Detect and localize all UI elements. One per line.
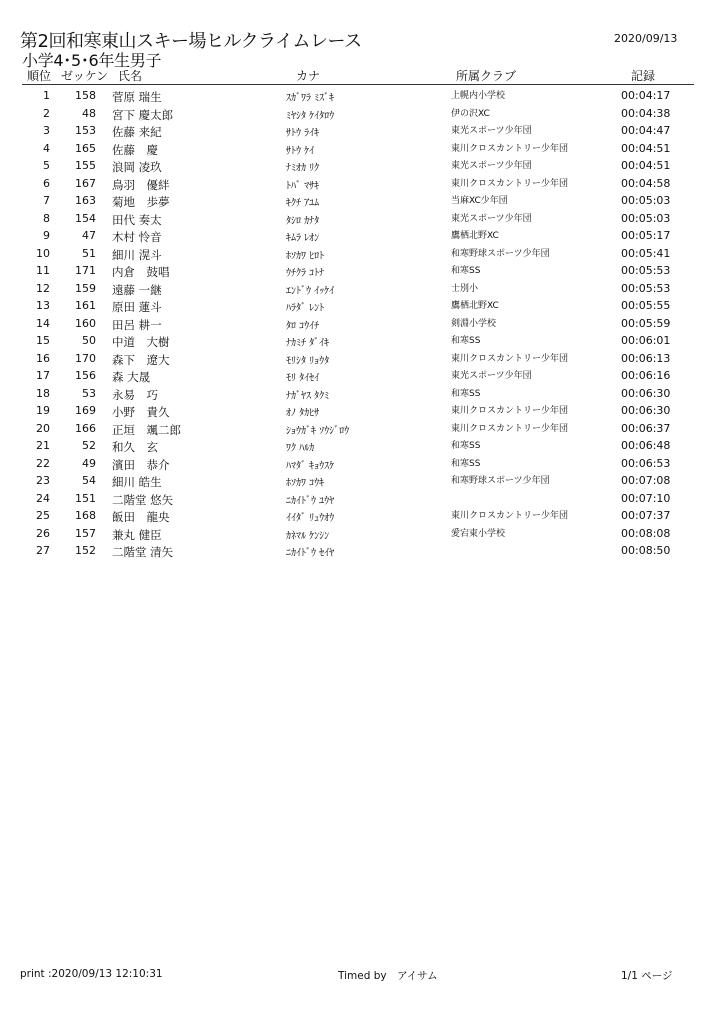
table-row (0, 245, 724, 263)
kana-cell: ﾓﾘｼﾀ ﾘｮｳﾀ (286, 355, 330, 367)
time-cell: 00:06:16 (621, 369, 671, 382)
rank-cell: 19 (36, 404, 50, 417)
bib-cell: 153 (75, 124, 96, 137)
table-header (0, 67, 724, 83)
page-number: 1/1 ページ (621, 970, 673, 982)
kana-cell: ｲｲﾀﾞ ﾘｭｳｵｳ (286, 513, 335, 524)
name-cell: 内倉 鼓唱 (112, 265, 170, 279)
kana-cell: ｽｶﾞﾜﾗ ﾐｽﾞｷ (286, 93, 335, 104)
rank-cell: 23 (36, 474, 50, 487)
time-cell: 00:06:30 (621, 404, 671, 417)
time-cell: 00:08:50 (621, 544, 671, 557)
kana-cell: ｳﾁｸﾗ ｺﾄﾅ (286, 268, 325, 279)
table-row (0, 367, 724, 385)
time-cell: 00:05:59 (621, 316, 671, 330)
kana-cell: ﾀﾛ ｺｳｲﾁ (286, 320, 320, 332)
time-cell: 00:06:30 (621, 386, 671, 400)
club-cell: 東川クロスカントリー少年団 (451, 406, 569, 416)
kana-cell: ﾆｶｲﾄﾞｳ ｾｲﾔ (286, 548, 335, 559)
rank-cell: 16 (36, 351, 50, 365)
name-cell: 田代 奏太 (112, 212, 162, 227)
bib-cell: 47 (82, 229, 96, 242)
bib-cell: 48 (82, 106, 96, 120)
name-cell: 二階堂 悠矢 (112, 492, 174, 507)
time-cell: 00:05:17 (621, 229, 671, 242)
time-cell: 00:06:13 (621, 351, 671, 365)
rank-cell: 4 (43, 141, 50, 155)
rank-cell: 11 (36, 264, 50, 277)
club-cell: 東光スポーツ少年団 (451, 213, 532, 224)
rank-cell: 14 (36, 316, 50, 330)
club-cell: 和寒SS (451, 388, 481, 399)
rank-cell: 8 (43, 211, 50, 225)
table-row (0, 122, 724, 140)
kana-cell: ﾊﾏﾀﾞ ｷｮｳｽｹ (286, 460, 335, 472)
club-cell: 鷹栖北野XC (451, 301, 499, 311)
bib-cell: 161 (75, 299, 96, 312)
kana-cell: ﾊﾗﾀﾞ ﾚﾝﾄ (286, 303, 325, 314)
club-cell: 東光スポーツ少年団 (451, 371, 532, 381)
kana-cell: ﾅｶﾐﾁ ﾀﾞｲｷ (286, 338, 330, 349)
name-cell: 中道 大樹 (112, 335, 170, 349)
kana-cell: ｶﾈﾏﾙ ｹﾝｼﾝ (286, 530, 330, 542)
time-cell: 00:07:37 (621, 509, 671, 522)
table-row (0, 350, 724, 368)
header-club: 所属クラブ (456, 69, 517, 83)
kana-cell: ﾎｿｶﾜ ﾋﾛﾄ (286, 250, 325, 262)
club-cell: 東川クロスカントリー少年団 (451, 178, 569, 189)
name-cell: 森下 遼大 (112, 352, 170, 367)
club-cell: 東光スポーツ少年団 (451, 126, 532, 136)
rank-cell: 24 (36, 491, 50, 505)
header-rank: 順位 (27, 69, 52, 83)
page-title: 第2回和寒東山スキー場ヒルクライムレース (20, 31, 362, 52)
kana-cell: ﾅﾐｵｶ ﾘｸ (286, 163, 320, 174)
club-cell: 鷹栖北野XC (451, 231, 499, 241)
time-cell: 00:05:53 (621, 264, 671, 277)
club-cell: 東川クロスカントリー少年団 (451, 143, 569, 154)
name-cell: 宮下 慶太郎 (112, 107, 174, 122)
rank-cell: 15 (36, 334, 50, 347)
club-cell: 伊の沢XC (451, 108, 490, 119)
time-cell: 00:04:51 (621, 159, 671, 172)
time-cell: 00:06:01 (621, 334, 671, 347)
kana-cell: ﾜｸ ﾊﾙｶ (286, 443, 315, 454)
kana-cell: ｵﾉ ﾀｶﾋｻ (286, 408, 320, 419)
header-divider (22, 84, 694, 85)
kana-cell: ｼｮｳｶﾞｷ ｿｳｼﾞﾛｳ (286, 425, 350, 437)
name-cell: 永易 巧 (112, 387, 158, 402)
rank-cell: 18 (36, 386, 50, 400)
bib-cell: 152 (75, 544, 96, 557)
time-cell: 00:04:38 (621, 106, 671, 120)
table-row (0, 472, 724, 490)
bib-cell: 157 (75, 526, 96, 540)
bib-cell: 166 (75, 421, 96, 435)
timed-by: Timed by アイサム (338, 970, 438, 982)
name-cell: 浪岡 凌玖 (112, 160, 162, 174)
bib-cell: 54 (82, 474, 96, 487)
bib-cell: 169 (75, 404, 96, 417)
rank-cell: 25 (36, 509, 50, 522)
bib-cell: 154 (75, 211, 96, 225)
table-row (0, 490, 724, 508)
table-row (0, 105, 724, 123)
table-row (0, 420, 724, 438)
club-cell: 東光スポーツ少年団 (451, 161, 532, 171)
rank-cell: 17 (36, 369, 50, 382)
bib-cell: 159 (75, 281, 96, 295)
name-cell: 森 大晟 (112, 370, 151, 384)
bib-cell: 51 (82, 246, 96, 260)
club-cell: 和寒SS (451, 458, 481, 469)
time-cell: 00:04:51 (621, 141, 671, 155)
rank-cell: 13 (36, 299, 50, 312)
print-timestamp: print :2020/09/13 12:10:31 (20, 968, 163, 980)
time-cell: 00:06:53 (621, 456, 671, 470)
rank-cell: 2 (43, 106, 50, 120)
time-cell: 00:07:08 (621, 474, 671, 487)
bib-cell: 53 (82, 386, 96, 400)
table-row (0, 297, 724, 315)
name-cell: 佐藤 慶 (112, 142, 158, 157)
bib-cell: 49 (82, 456, 96, 470)
kana-cell: ﾐﾔｼﾀ ｹｲﾀﾛｳ (286, 110, 335, 122)
rank-cell: 5 (43, 159, 50, 172)
bib-cell: 50 (82, 334, 96, 347)
header-name: 氏名 (118, 69, 143, 83)
bib-cell: 158 (75, 89, 96, 102)
rank-cell: 26 (36, 526, 50, 540)
name-cell: 田呂 耕一 (112, 317, 162, 332)
club-cell: 和寒SS (451, 336, 481, 346)
kana-cell: ｴﾝﾄﾞｳ ｲｯｹｲ (286, 285, 335, 297)
time-cell: 00:05:41 (621, 246, 671, 260)
time-cell: 00:05:03 (621, 194, 671, 207)
club-cell: 東川クロスカントリー少年団 (451, 511, 569, 521)
rank-cell: 21 (36, 439, 50, 452)
time-cell: 00:05:03 (621, 211, 671, 225)
kana-cell: ｻﾄｳ ｹｲ (286, 145, 315, 157)
header-kana: カナ (296, 69, 321, 83)
kana-cell: ｷｸﾁ ｱﾕﾑ (286, 198, 320, 209)
rank-cell: 6 (43, 176, 50, 190)
name-cell: 木村 怜音 (112, 230, 162, 244)
rank-cell: 20 (36, 421, 50, 435)
table-row (0, 542, 724, 560)
time-cell: 00:04:17 (621, 89, 671, 102)
rank-cell: 12 (36, 281, 50, 295)
club-cell: 和寒野球スポーツ少年団 (451, 248, 550, 259)
name-cell: 飯田 龍央 (112, 510, 170, 524)
kana-cell: ﾆｶｲﾄﾞｳ ﾕｳﾔ (286, 495, 335, 507)
name-cell: 小野 貴久 (112, 405, 170, 419)
rank-cell: 9 (43, 229, 50, 242)
results-table (0, 87, 724, 560)
time-cell: 00:05:55 (621, 299, 671, 312)
bib-cell: 155 (75, 159, 96, 172)
event-date: 2020/09/13 (614, 32, 678, 45)
header-time: 記録 (631, 69, 656, 83)
bib-cell: 165 (75, 141, 96, 155)
name-cell: 濱田 恭介 (112, 457, 170, 472)
kana-cell: ｻﾄｳ ﾗｲｷ (286, 128, 320, 139)
kana-cell: ﾀｼﾛ ｶﾅﾀ (286, 215, 320, 227)
time-cell: 00:07:10 (621, 491, 671, 505)
table-row (0, 227, 724, 245)
name-cell: 遠藤 一継 (112, 282, 162, 297)
bib-cell: 167 (75, 176, 96, 190)
name-cell: 佐藤 来紀 (112, 125, 162, 139)
name-cell: 菊地 歩夢 (112, 195, 170, 209)
bib-cell: 160 (75, 316, 96, 330)
time-cell: 00:04:47 (621, 124, 671, 137)
club-cell: 士別小 (451, 283, 479, 294)
club-cell: 東川クロスカントリー少年団 (451, 423, 569, 434)
table-row (0, 192, 724, 210)
name-cell: 鳥羽 優絆 (112, 177, 170, 192)
kana-cell: ﾅｶﾞﾔｽ ﾀｸﾐ (286, 390, 330, 402)
category-subtitle: 小学4･5･6年生男子 (22, 51, 162, 70)
time-cell: 00:04:58 (621, 176, 671, 190)
club-cell: 和寒SS (451, 266, 481, 276)
name-cell: 原田 蓮斗 (112, 300, 162, 314)
club-cell: 上幌内小学校 (451, 91, 506, 101)
table-row (0, 210, 724, 228)
table-row (0, 437, 724, 455)
name-cell: 正垣 颯二郎 (112, 422, 181, 437)
time-cell: 00:05:53 (621, 281, 671, 295)
time-cell: 00:08:08 (621, 526, 671, 540)
bib-cell: 170 (75, 351, 96, 365)
rank-cell: 3 (43, 124, 50, 137)
rank-cell: 7 (43, 194, 50, 207)
club-cell: 当麻XC少年団 (451, 196, 508, 206)
table-row (0, 507, 724, 525)
table-row (0, 385, 724, 403)
name-cell: 菅原 瑞生 (112, 90, 162, 104)
table-row (0, 175, 724, 193)
name-cell: 細川 皓生 (112, 475, 162, 489)
table-row (0, 455, 724, 473)
club-cell: 剣淵小学校 (451, 318, 497, 329)
table-row (0, 262, 724, 280)
table-row (0, 315, 724, 333)
name-cell: 二階堂 清矢 (112, 545, 174, 559)
name-cell: 兼丸 健臣 (112, 527, 162, 542)
club-cell: 東川クロスカントリー少年団 (451, 353, 569, 364)
kana-cell: ﾓﾘ ﾀｲｾｲ (286, 373, 320, 384)
kana-cell: ﾎｿｶﾜ ｺｳｷ (286, 478, 325, 489)
bib-cell: 151 (75, 491, 96, 505)
name-cell: 和久 玄 (112, 440, 158, 454)
table-row (0, 402, 724, 420)
table-row (0, 87, 724, 105)
club-cell: 愛宕東小学校 (451, 528, 506, 539)
club-cell: 和寒野球スポーツ少年団 (451, 476, 550, 486)
table-row (0, 525, 724, 543)
name-cell: 細川 滉斗 (112, 247, 162, 262)
rank-cell: 22 (36, 456, 50, 470)
table-row (0, 332, 724, 350)
rank-cell: 27 (36, 544, 50, 557)
kana-cell: ﾄﾊﾞ ﾏｻｷ (286, 180, 320, 192)
table-row (0, 140, 724, 158)
time-cell: 00:06:37 (621, 421, 671, 435)
club-cell: 和寒SS (451, 441, 481, 451)
time-cell: 00:06:48 (621, 439, 671, 452)
bib-cell: 156 (75, 369, 96, 382)
table-row (0, 280, 724, 298)
bib-cell: 171 (75, 264, 96, 277)
kana-cell: ｷﾑﾗ ﾚｵﾝ (286, 233, 320, 244)
rank-cell: 10 (36, 246, 50, 260)
table-row (0, 157, 724, 175)
header-bib: ゼッケン (61, 69, 109, 83)
bib-cell: 52 (82, 439, 96, 452)
bib-cell: 163 (75, 194, 96, 207)
bib-cell: 168 (75, 509, 96, 522)
rank-cell: 1 (43, 89, 50, 102)
